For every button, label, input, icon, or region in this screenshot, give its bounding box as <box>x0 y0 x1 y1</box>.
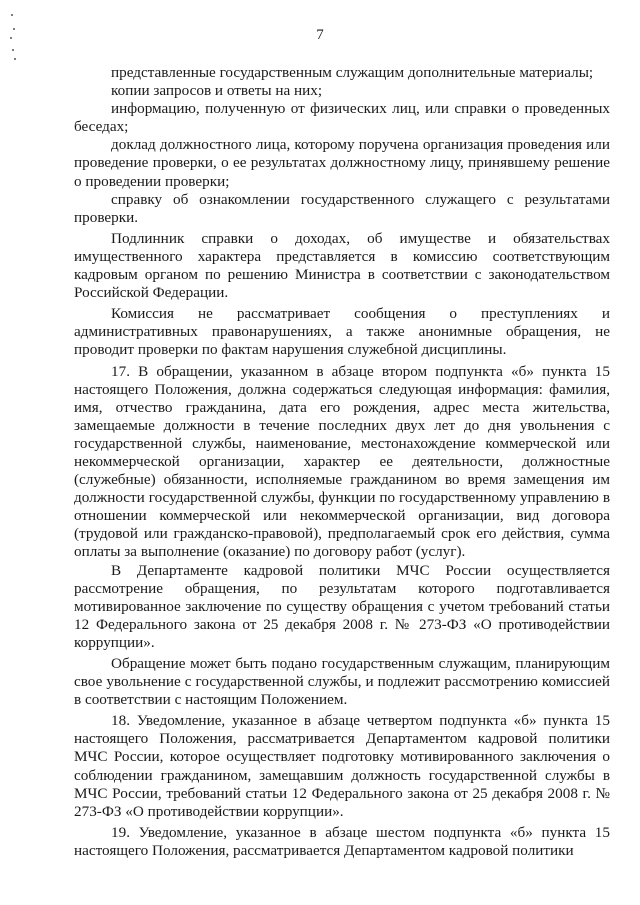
paragraph: Комиссия не рассматривает сообщения о преступлениях и административных правонарушениях, а также анонимные обращения, не проводит проверки по фактам нарушения служебной дисциплины. <box>74 305 610 359</box>
paragraph: доклад должностного лица, которому поручена организация проведения или проведение проверки, о ее результатах должностному лицу, принявшему решение о проведении проверки; <box>74 136 610 190</box>
paragraph: Обращение может быть подано государственным служащим, планирующим свое увольнение с государственной службы, и подлежит рассмотрению комиссией в соответствии с настоящим Положением. <box>74 655 610 709</box>
paragraph: В Департаменте кадровой политики МЧС России осуществляется рассмотрение обращения, по результатам которого подготавливается мотивированное заключение по существу обращения с учетом требований статьи 12 Федерального закона от 25 декабря 2008 г. № 273-ФЗ «О противодействии коррупции». <box>74 561 610 651</box>
document-body <box>74 64 610 860</box>
paragraph: 19. Уведомление, указанное в абзаце шестом подпункта «б» пункта 15 настоящего Положения, рассматривается Департаментом кадровой политики <box>74 823 610 859</box>
page-number: 7 <box>316 27 324 43</box>
paragraph: 18. Уведомление, указанное в абзаце четвертом подпункта «б» пункта 15 настоящего Положения, рассматривается Департаментом кадровой политики МЧС России, которое осуществляет подготовку мотивированного заключения о соблюдении гражданином, замещавшим должность государственной службы в МЧС России, требований статьи 12 Федерального закона от 25 декабря 2008 г. № 273-ФЗ «О противодействии коррупции». <box>74 712 610 820</box>
paragraph: Подлинник справки о доходах, об имуществе и обязательствах имущественного характера представляется в комиссию соответствующим кадровым органом по решению Министра в соответствии с законодательством Российской Федерации. <box>74 229 610 302</box>
paragraph: 17. В обращении, указанном в абзаце втором подпункта «б» пункта 15 настоящего Положения, должна содержаться следующая информация: фамилия, имя, отчество гражданина, дата его рождения, адрес места жительства, замещаемые должности в течение последних двух лет до дня увольнения с государственной службы, наименование, местонахождение коммерческой или некоммерческой организации, характер ее деятельности, должностные (служебные) обязанности, исполняемые гражданином во время замещения им должности государственной службы, функции по государственному управлению в отношении коммерческой или некоммерческой организации, вид договора (трудовой или гражданско-правовой), предполагаемый срок его действия, сумма оплаты за выполнение (оказание) по договору работ (услуг). <box>74 362 610 561</box>
paragraph: справку об ознакомлении государственного служащего с результатами проверки. <box>74 190 610 226</box>
paragraph: представленные государственным служащим дополнительные материалы; <box>111 64 594 81</box>
paragraph: информацию, полученную от физических лиц, или справки о проведенных беседах; <box>74 100 610 136</box>
paragraph: копии запросов и ответы на них; <box>111 82 323 100</box>
